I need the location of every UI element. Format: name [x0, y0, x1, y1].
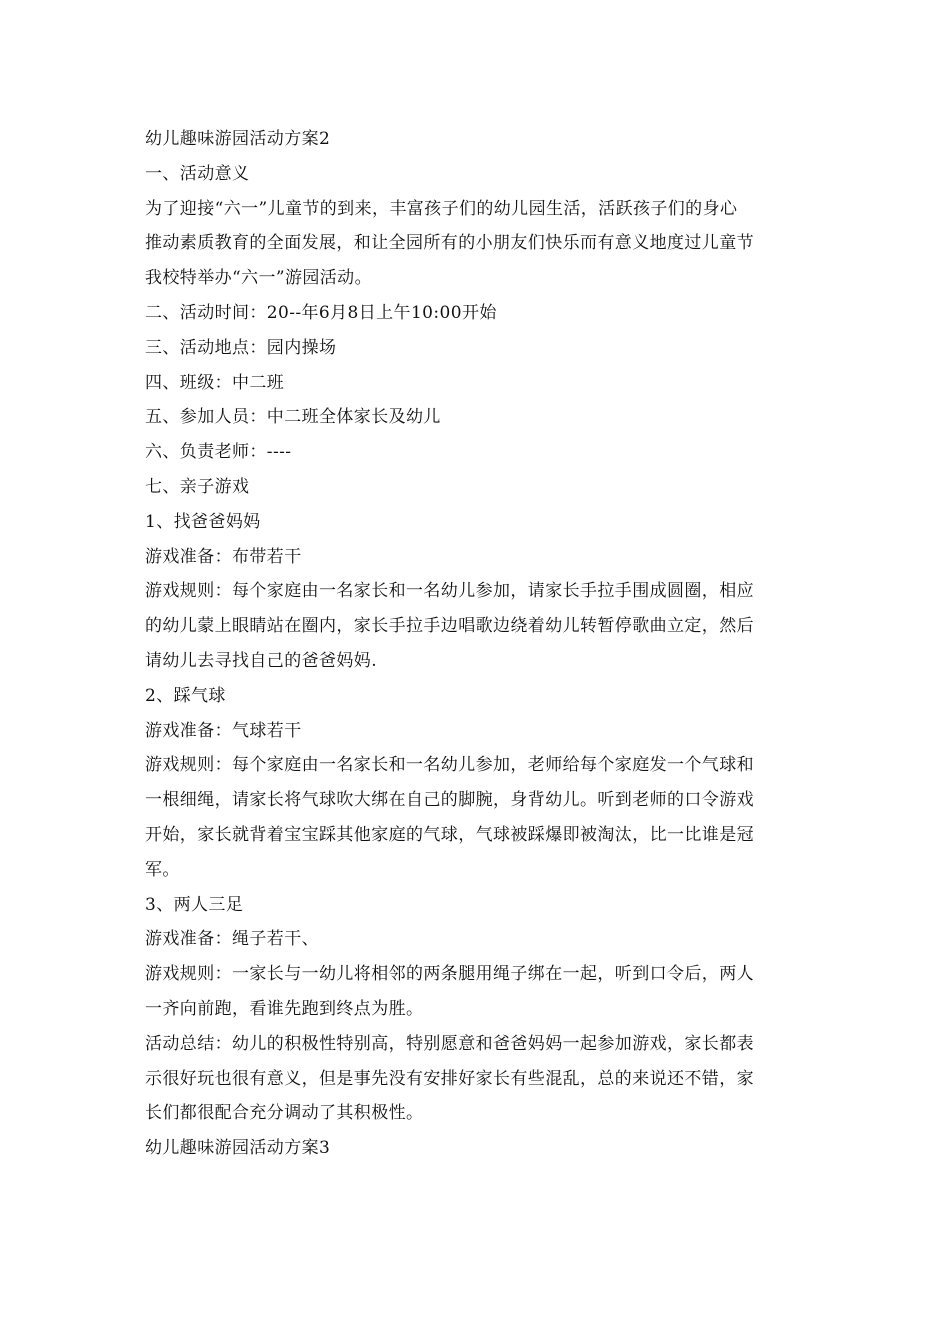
heading-parent-child-games: 七、亲子游戏: [145, 476, 250, 497]
activity-time: 二、活动时间：20--年6月8日上午10:00开始: [145, 302, 497, 323]
game-rules-line: 游戏规则：一家长与一幼儿将相邻的两条腿用绳子绑在一起，听到口令后，两人: [145, 964, 754, 985]
game-rules-line: 开始，家长就背着宝宝踩其他家庭的气球，气球被踩爆即被淘汰，比一比谁是冠: [145, 824, 754, 845]
game-rules-line: 军。: [145, 859, 180, 880]
paragraph-line: 为了迎接“六一”儿童节的到来，丰富孩子们的幼儿园生活，活跃孩子们的身心: [145, 198, 738, 219]
paragraph-line: 推动素质教育的全面发展，和让全园所有的小朋友们快乐而有意义地度过儿童节: [145, 233, 754, 254]
activity-location: 三、活动地点：园内操场: [145, 337, 337, 358]
game-rules-line: 请幼儿去寻找自己的爸爸妈妈.: [145, 650, 378, 671]
activity-class: 四、班级：中二班: [145, 372, 285, 393]
section-title: 幼儿趣味游园活动方案3: [145, 1138, 331, 1159]
game-rules-line: 一齐向前跑，看谁先跑到终点为胜。: [145, 998, 424, 1019]
game-preparation: 游戏准备：绳子若干、: [145, 929, 319, 950]
game-rules-line: 游戏规则：每个家庭由一名家长和一名幼儿参加，请家长手拉手围成圆圈，相应: [145, 581, 754, 602]
game-title: 2、踩气球: [145, 685, 226, 706]
paragraph-line: 我校特举办“六一”游园活动。: [145, 268, 372, 289]
activity-teacher: 六、负责老师：----: [145, 442, 292, 463]
summary-line: 长们都很配合充分调动了其积极性。: [145, 1103, 424, 1124]
game-rules-line: 一根细绳，请家长将气球吹大绑在自己的脚腕，身背幼儿。听到老师的口令游戏: [145, 790, 754, 811]
summary-line: 活动总结：幼儿的积极性特别高，特别愿意和爸爸妈妈一起参加游戏，家长都表: [145, 1033, 754, 1054]
document-body: [145, 122, 815, 1166]
game-title: 1、找爸爸妈妈: [145, 511, 261, 532]
summary-line: 示很好玩也很有意义，但是事先没有安排好家长有些混乱，总的来说还不错，家: [145, 1068, 754, 1089]
section-title: 幼儿趣味游园活动方案2: [145, 129, 331, 149]
game-rules-line: 的幼儿蒙上眼睛站在圈内，家长手拉手边唱歌边绕着幼儿转暂停歌曲立定，然后: [145, 616, 754, 637]
game-preparation: 游戏准备：气球若干: [145, 720, 302, 741]
heading-activity-meaning: 一、活动意义: [145, 163, 250, 184]
game-preparation: 游戏准备：布带若干: [145, 546, 302, 567]
activity-participants: 五、参加人员：中二班全体家长及幼儿: [145, 407, 441, 428]
game-rules-line: 游戏规则：每个家庭由一名家长和一名幼儿参加，老师给每个家庭发一个气球和: [145, 755, 754, 776]
game-title: 3、两人三足: [145, 894, 244, 915]
